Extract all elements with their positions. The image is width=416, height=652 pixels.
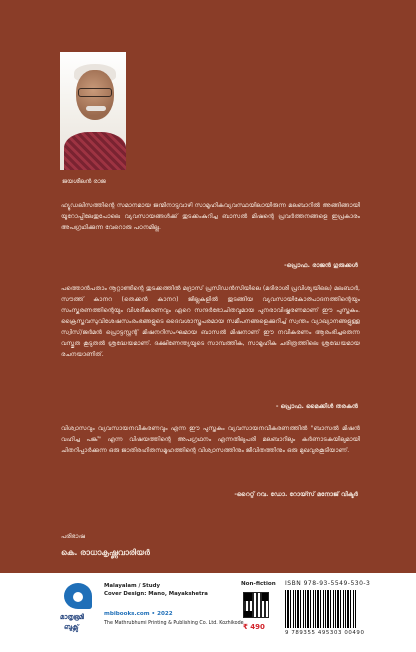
barcode-icon (285, 590, 357, 628)
photo-shirt (64, 132, 126, 170)
translator-name: കെ. രാധാകൃഷ്ണവാരിയർ (61, 548, 150, 557)
blurb-paragraph-3: വിശ്വാസവും വ്യവസായനവീകരണവും എന്ന ഈ പുസ്തകം വ്യവസായനവീകരണത്തിൽ "ബാസൽ മിഷൻ വഹിച്ച പങ്ക്" എന്ന വിഷയത്തിന്റെ അപഗ്രഥനം എന്നതിലുപരി മലബാറിലും കർണാടകയിലുമായി ചിതറിപ്പാർക്കുന്ന ഒരു ജാതിരഹിതസമൂഹത്തിന്റെ വിശ്വാസത്തിനും ജീവിതത്തിനും ഒരു മുഖവുരകൂടിയാണ്. (61, 425, 360, 454)
genre-label: Non-fiction (241, 581, 276, 587)
publisher-logo-icon (58, 581, 98, 637)
blurb-attribution-1: -പ്രൊഫ. രാജൻ ഗുരുക്കൾ (284, 262, 358, 269)
publisher-website: mbibooks.com • 2022 (104, 611, 173, 617)
blurb-paragraph-2: പത്തൊൻപതാം നൂറ്റാണ്ടിന്റെ തുടക്കത്തിൽ മദ്രാസ് പ്രസിഡൻസിയിലെ (മദിരാശി പ്രവിശ്യയിലെ) മലബാർ, സൗത്ത് കാനറ (തെക്കൻ കാനറ) ജില്ലകളിൽ തുടങ്ങിയ വ്യവസായികോത്പാദനത്തിന്റെയും സംസ്കരണത്തിന്റെയും വിശദീകരണവും ഏറെ സന്ദർഭോചിതവുമായ പുനരാവിഷ്കരണമാണ് ഈ പുസ്തകം. ക്രൈസ്തവസുവിശേഷസംരംഭങ്ങളുടെ ദൈവശാസ്ത്രപരമായ സമീപനങ്ങളെക്കുറിച്ച് സ്വന്തം വ്യാഖ്യാനങ്ങളുള്ള സ്വിസ്/ജർമൻ പ്രൊട്ടസ്റ്റന്റ് മിഷനറിസംഘമായ ബാസൽ മിഷനാണ് ഈ നവീകരണം ആരംഭിച്ചതെന്ന വസ്തുത കൂടുതൽ ശ്രദ്ധേയമാണ്. ദക്ഷിണേന്ത്യയുടെ സാമ്പത്തിക, സാമൂഹിക ചരിത്രത്തിലെ ശ്രദ്ധേയമായ രചനയാണിത്. (61, 285, 360, 358)
publisher-strip (0, 573, 416, 652)
translator-label: പരിഭാഷ (61, 533, 85, 540)
photo-glasses (78, 88, 112, 97)
cover-design-credit: Cover Design: Mano, Mayakshetra (104, 591, 208, 597)
qr-code-icon (243, 592, 269, 618)
blurb-attribution-2: - പ്രൊഫ. മൈക്കിൾ തരകൻ (275, 403, 358, 410)
isbn-label: ISBN 978-93-5549-530-3 (285, 580, 371, 587)
logo-text-line1: മാതൃഭൂമി (60, 613, 84, 621)
book-category: Malayalam / Study (104, 583, 160, 589)
publisher-imprint: The Mathrubhumi Printing & Publishing Co. Ltd. Kozhikode (104, 621, 244, 626)
logo-text-line2: ബുക്സ് (64, 623, 79, 631)
photo-mustache (86, 106, 106, 111)
logo-mark-icon (64, 583, 92, 609)
author-photo (60, 52, 126, 170)
photo-caption: ജയശീലൻ രാജ (62, 178, 106, 185)
price-label: ₹ 490 (243, 623, 265, 631)
barcode-digits: 9 789355 495303 00490 (285, 630, 365, 636)
blurb-paragraph-1: ഹ്യൂഡലിസത്തിന്റെ സമാനമായ ജന്മിനാടുവാഴി സാമൂഹികവ്യവസ്ഥയിലായിരുന്ന മലബാറിൽ അങ്ങിങ്ങായി യൂറോപ്പിലേതുപോലെ വ്യവസായങ്ങൾക്ക് തുടക്കംകുറിച്ച ബാസൽ മിഷന്റെ പ്രവർത്തനങ്ങളെ ഇപ്രകാരം അപഗ്രഥിക്കുന്ന വേറൊരു പഠനമില്ല. (61, 202, 360, 231)
blurb-attribution-3: -റൈറ്റ് റവ. ഡോ. റോയ്സ് മനോജ് വിക്ടർ (234, 491, 358, 498)
